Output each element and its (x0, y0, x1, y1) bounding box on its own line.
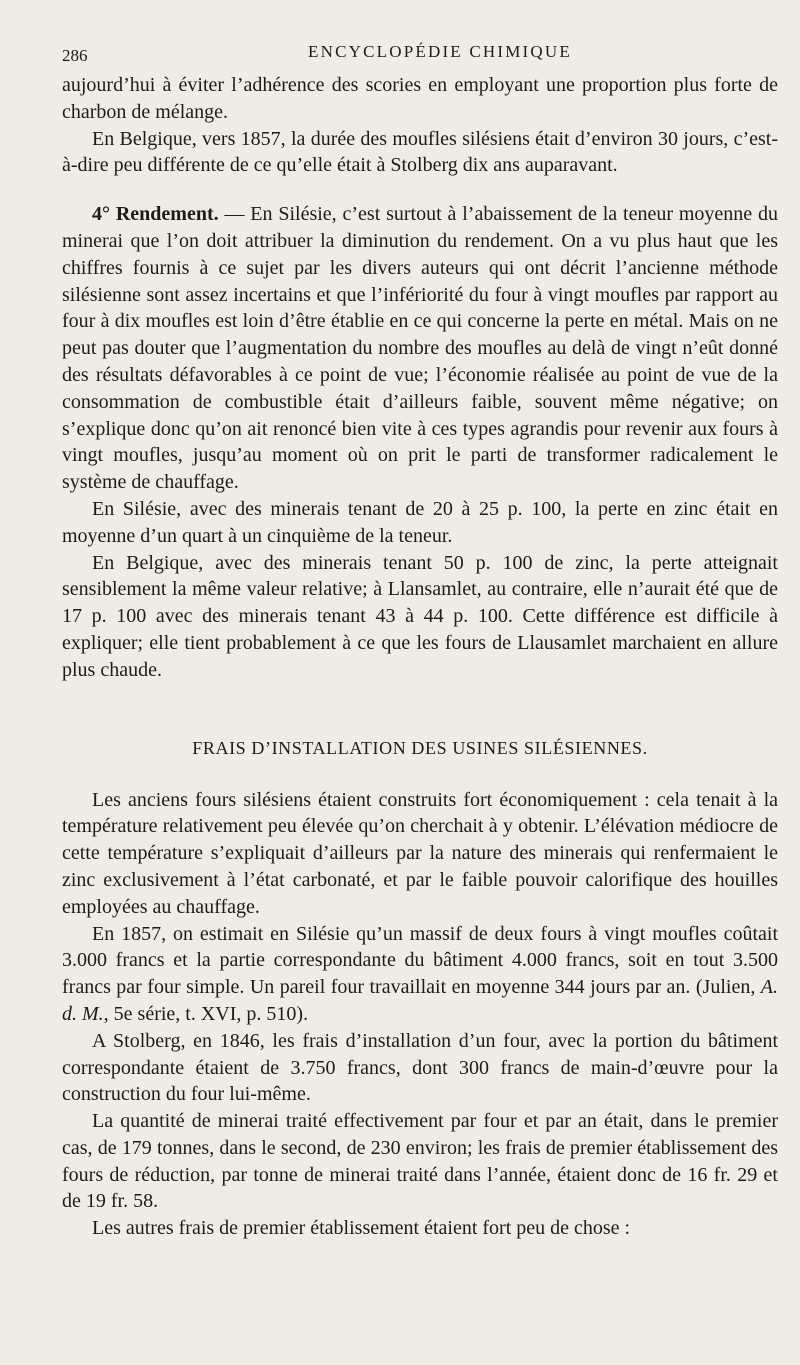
section-title-frais: FRAIS D’INSTALLATION DES USINES SILÉSIENNES. (192, 737, 648, 758)
paragraph-1857-estimation (62, 921, 778, 1028)
section-heading-rendement: 4° Rendement. (92, 203, 219, 226)
paragraph-belgique-perte: En Belgique, avec des minerais tenant 50 p. 100 de zinc, la perte atteignait sensiblement la même valeur relative; à Llansamlet, au contraire, elle n’aurait été que de 17 p. 100 avec des minerais tenant 43 à 44 p. 100. Cette différence est difficile à expliquer; elle tient probablement à ce que les fours de Llausamlet marchaient en allure plus chaude. (62, 551, 778, 681)
citation-details: , 5e série, t. XVI, p. 510). (103, 1002, 309, 1025)
page-header (62, 38, 778, 72)
journal-citation: A. d. M. (62, 976, 778, 1025)
paragraph-silesie-perte: En Silésie, avec des minerais tenant de 20 à 25 p. 100, la perte en zinc était en moyenne d’un quart à un cinquième de la teneur. (62, 497, 778, 547)
paragraph-stolberg: A Stolberg, en 1846, les frais d’installation d’un four, avec la portion du bâtiment correspondante étaient de 3.750 francs, dont 300 francs de main-d’œuvre pour la construction du four lui-même. (62, 1029, 778, 1106)
paragraph-quantite-minerai: La quantité de minerai traité effectivement par four et par an était, dans le premier cas, de 179 tonnes, dans le second, de 230 environ; les frais de premier établissement des fours de réduction, par tonne de minerai traité dans l’année, étaient donc de 16 fr. 29 et de 19 fr. 58. (62, 1110, 778, 1213)
paragraph-autres-frais: Les autres frais de premier établissement étaient fort peu de chose : (92, 1217, 631, 1240)
page-number: 286 (62, 46, 88, 65)
paragraph-rendement (62, 201, 778, 496)
paragraph-continued: aujourd’hui à éviter l’adhérence des scories en employant une proportion plus forte de charbon de mélange. (62, 74, 778, 123)
paragraph-belgique-moufles: En Belgique, vers 1857, la durée des moufles silésiens était d’environ 30 jours, c’est-à-dire peu différente de ce qu’elle était à Stolberg dix ans auparavant. (62, 127, 778, 177)
estimation-text: En 1857, on estimait en Silésie qu’un massif de deux fours à vingt moufles coûtait 3.000 francs et la partie correspondante du bâtiment 4.000 francs, soit en tout 3.500 francs par four simple. Un pareil four travaillait en moyenne 344 jours par an. (Julien, (62, 922, 778, 999)
running-title: ENCYCLOPÉDIE CHIMIQUE (308, 42, 572, 61)
paragraph-anciens-fours: Les anciens fours silésiens étaient construits fort économiquement : cela tenait à la température relativement peu élevée qu’on cherchait à y obtenir. L’élévation médiocre de cette température s’expliquait d’ailleurs par la nature des minerais qui renfermaient le zinc exclusivement à l’état carbonaté, et par le faible pouvoir calorifique des houilles employées au chauffage. (62, 788, 778, 918)
rendement-text: — En Silésie, c’est surtout à l’abaissement de la teneur moyenne du minerai que l’on doit attribuer la diminution du rendement. On a vu plus haut que les chiffres fournis à ce sujet par les divers auteurs qui ont décrit l’ancienne méthode silésienne sont assez incertains et que l’infériorité du four à vingt moufles par rapport au four à dix moufles est loin d’être établie en ce qui concerne la perte en métal. Mais on ne peut pas douter que l’augmentation du nombre des moufles au delà de vingt n’eût donné des résultats défavorables à ce point de vue; l’économie réalisée au point de vue de la consommation de combustible était d’ailleurs faible, souvent même négative; on s’explique donc qu’on ait renoncé bien vite à ces types agrandis pour revenir aux fours à vingt moufles, jusqu’au moment où on prit le parti de transformer radicalement le système de chauffage. (62, 203, 778, 494)
